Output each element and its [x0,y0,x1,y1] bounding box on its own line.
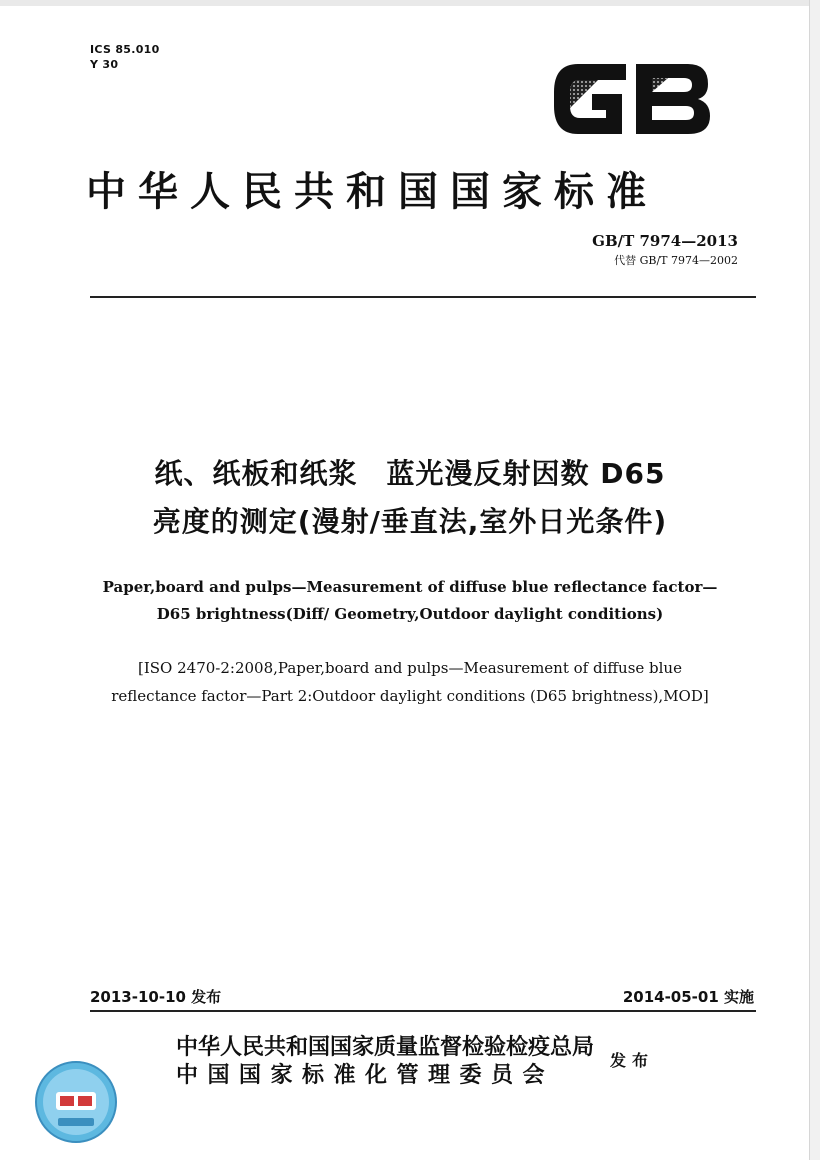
standard-number-block [592,232,738,268]
chinese-title [60,450,760,546]
standard-number: GB/T 7974—2013 [592,232,738,250]
english-title [60,574,760,628]
national-standard-title: 中华人民共和国国家标准 [86,169,658,215]
replaces-standard: 代替 GB/T 7974—2002 [614,254,738,267]
iso-reference [60,654,760,710]
gb-logo [548,52,716,144]
chinese-title-line-2: 亮度的测定(漫射/垂直法,室外日光条件) [152,505,668,538]
authority-sac: 中国国家标准化管理委员会 [176,1063,555,1088]
iso-reference-line-1: [ISO 2470-2:2008,Paper,board and pulps—Measurement of diffuse blue [138,659,682,677]
issuing-authorities [176,1034,594,1090]
anti-counterfeit-seal-icon [34,1060,118,1144]
ics-code: ICS 85.010 [90,43,160,56]
bottom-divider [90,1010,756,1012]
top-divider [90,296,756,298]
english-title-line-2: D65 brightness(Diff/ Geometry,Outdoor daylight conditions) [156,605,664,623]
issue-date: 2013-10-10 发布 [90,988,222,1006]
publish-label: 发布 [610,1051,655,1070]
iso-reference-line-2: reflectance factor—Part 2:Outdoor daylight conditions (D65 brightness),MOD] [111,687,709,705]
scan-right-edge [809,0,820,1160]
authority-aqsiq: 中华人民共和国国家质量监督检验检疫总局 [176,1035,595,1060]
scan-top-edge [0,0,820,6]
ccs-code: Y 30 [90,58,119,71]
classification-codes [90,42,160,72]
english-title-line-1: Paper,board and pulps—Measurement of diffuse blue reflectance factor— [102,578,718,596]
chinese-title-line-1: 纸、纸板和纸浆 蓝光漫反射因数 D65 [154,457,666,490]
implementation-date: 2014-05-01 实施 [622,988,754,1006]
